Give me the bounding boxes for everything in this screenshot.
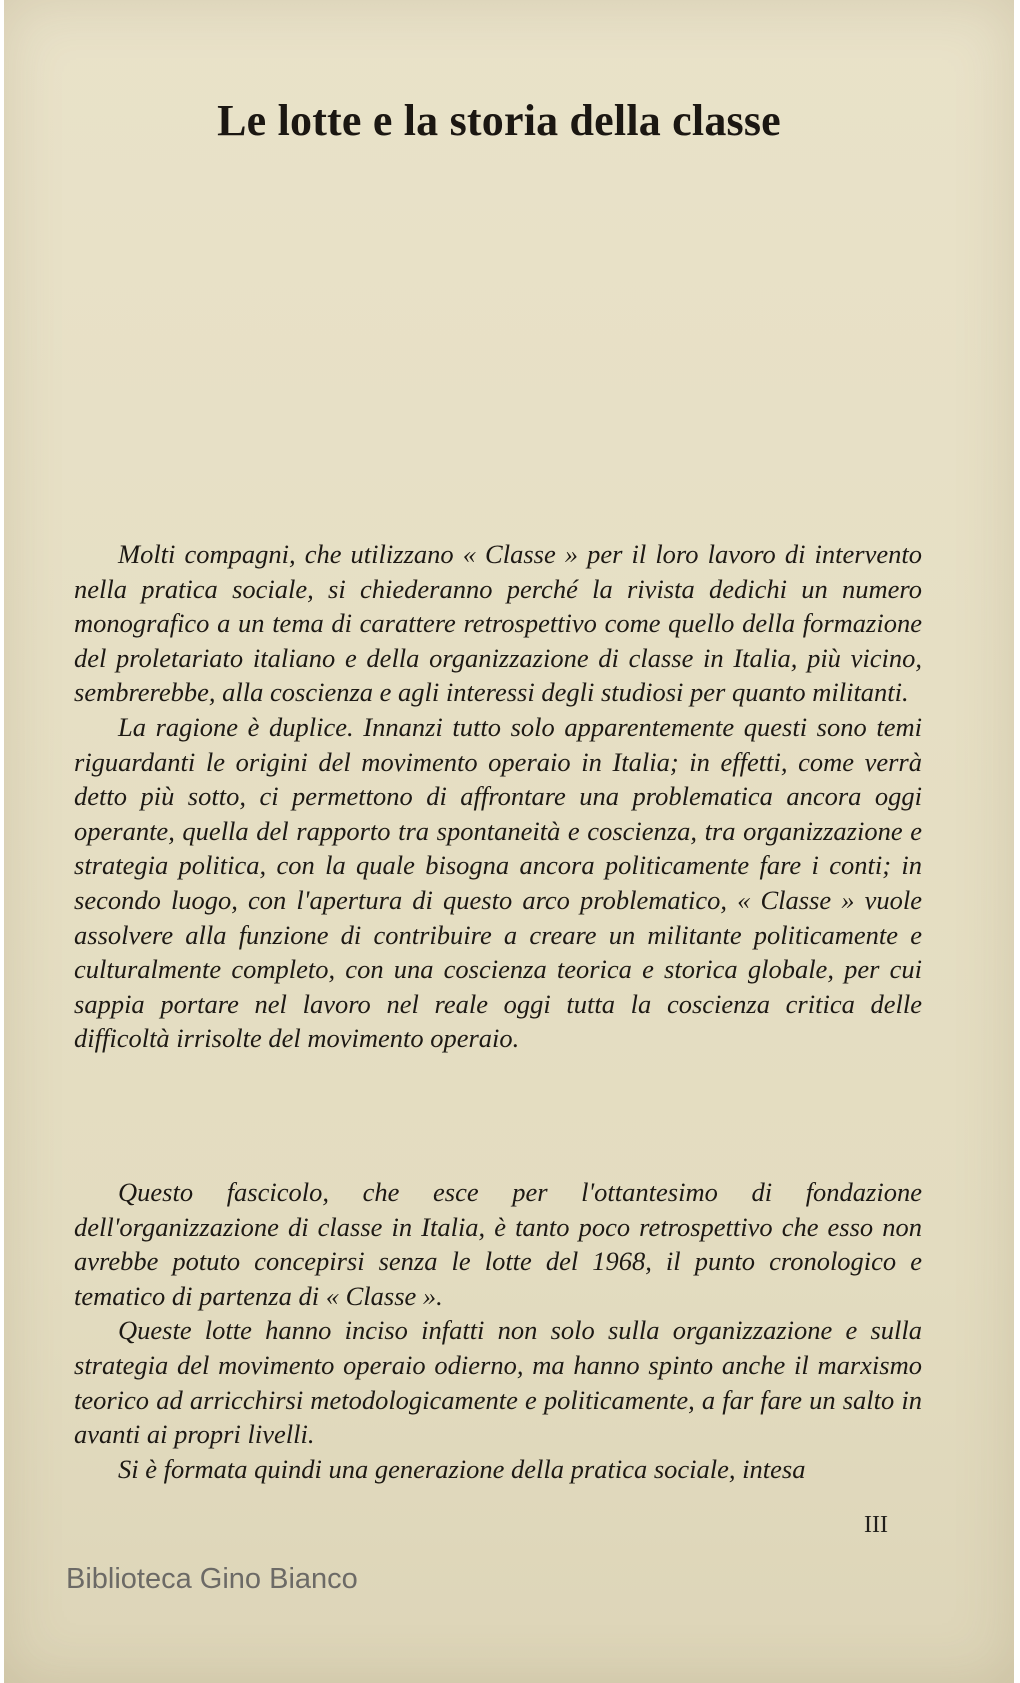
second-section: [74, 1175, 922, 1486]
paragraph: Molti compagni, che utilizzano « Classe » per il loro lavoro di intervento nella pratica sociale, si chiederanno perché la rivista dedichi un numero monografico a un tema di carattere retrospettivo come quello della formazione del proletariato italiano e della organizzazione di classe in Italia, più vicino, sembrerebbe, alla coscienza e agli interessi degli studiosi per quanto militanti.: [74, 539, 922, 708]
paragraph: Questo fascicolo, che esce per l'ottantesimo di fondazione dell'organizzazione di classe in Italia, è tanto poco retrospettivo che esso non avrebbe potuto concepirsi senza le lotte del 1968, il punto cronologico e tematico di partenza di « Classe ».: [74, 1177, 922, 1311]
paragraph: Si è formata quindi una generazione della pratica sociale, intesa: [118, 1453, 806, 1484]
paragraph: Queste lotte hanno inciso infatti non solo sulla organizzazione e sulla strategia del movimento operaio odierno, ma hanno spinto anche il marxismo teorico ad arricchirsi metodologicamente e politicamente, a far fare un salto in avanti ai propri livelli.: [74, 1315, 922, 1450]
book-page: [4, 0, 1014, 1683]
paragraph: La ragione è duplice. Innanzi tutto solo apparentemente questi sono temi riguardanti le origini del movimento operaio in Italia; in effetti, come verrà detto più sotto, ci permettono di affrontare una problematica ancora oggi operante, quella del rapporto tra spontaneità e coscienza, tra organizzazione e strategia politica, con la quale bisogna ancora politicamente fare i conti; in secondo luogo, con l'apertura di questo arco problematico, « Classe » vuole assolvere alla funzione di contribuire a creare un militante politicamente e culturalmente completo, con una coscienza teorica e storica globale, per cui sappia portare nel lavoro nel reale oggi tutta la coscienza critica delle difficoltà irrisolte del movimento operaio.: [74, 711, 922, 1054]
library-watermark: Biblioteca Gino Bianco: [66, 1563, 358, 1595]
page-title: Le lotte e la storia della classe: [217, 96, 781, 145]
intro-section: [74, 537, 922, 1056]
page-number: III: [864, 1512, 888, 1538]
